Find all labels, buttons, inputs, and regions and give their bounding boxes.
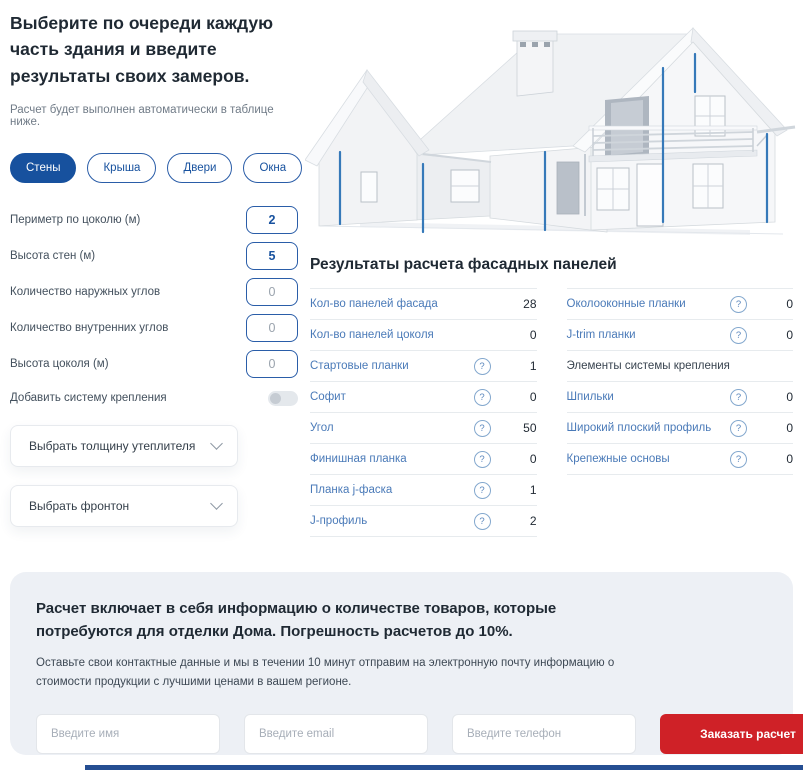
result-value: 0 bbox=[786, 390, 793, 404]
result-row bbox=[567, 443, 794, 475]
footer-bar bbox=[85, 765, 803, 770]
result-row bbox=[310, 381, 537, 412]
result-value: 0 bbox=[786, 452, 793, 466]
result-label: J-trim планки bbox=[566, 329, 636, 341]
result-label: Околооконные планки bbox=[566, 298, 686, 310]
field-label: Количество наружных углов bbox=[10, 285, 161, 298]
result-value: 0 bbox=[529, 328, 537, 342]
building-part-tabs bbox=[10, 153, 298, 183]
result-row bbox=[567, 412, 794, 443]
toggle-knob bbox=[270, 393, 281, 404]
results-right-column bbox=[567, 288, 794, 537]
measurement-input[interactable]: 0 bbox=[246, 314, 298, 342]
contact-form bbox=[36, 714, 796, 754]
dropdown-1[interactable] bbox=[10, 425, 238, 467]
field-label: Высота стен (м) bbox=[10, 249, 96, 262]
house-image bbox=[305, 4, 799, 246]
chevron-down-icon bbox=[210, 497, 223, 510]
tab-4[interactable]: Окна bbox=[243, 153, 302, 183]
result-value: 28 bbox=[523, 297, 537, 311]
help-icon[interactable]: ? bbox=[730, 420, 747, 437]
page-subtitle: Расчет будет выполнен автоматически в таблице ниже. bbox=[10, 103, 274, 128]
result-value: 0 bbox=[786, 328, 793, 342]
result-value: 1 bbox=[529, 359, 537, 373]
contact-email-input[interactable] bbox=[244, 714, 428, 754]
result-label: Стартовые планки bbox=[310, 360, 409, 372]
result-value: 0 bbox=[786, 297, 793, 311]
results-title: Результаты расчета фасадных панелей bbox=[310, 256, 617, 273]
results-subheader: Элементы системы крепления bbox=[567, 350, 794, 381]
result-value: 0 bbox=[529, 452, 537, 466]
result-label: Угол bbox=[310, 422, 334, 434]
tab-1[interactable]: Стены bbox=[10, 153, 76, 183]
measurement-input[interactable]: 0 bbox=[246, 278, 298, 306]
result-row bbox=[310, 412, 537, 443]
field-label: Высота цоколя (м) bbox=[10, 357, 109, 370]
order-panel-title: Расчет включает в себя информацию о количестве товаров, которые потребуются для отделки Дома. Погрешность расчетов до 10%. bbox=[36, 600, 557, 641]
help-icon[interactable]: ? bbox=[474, 482, 491, 499]
result-row bbox=[567, 381, 794, 412]
field-row bbox=[10, 278, 298, 306]
help-icon[interactable]: ? bbox=[730, 296, 747, 313]
tab-3[interactable]: Двери bbox=[167, 153, 232, 183]
result-row bbox=[310, 505, 537, 537]
page-title: Выберите по очереди каждую часть здания и введите результаты своих замеров. bbox=[10, 13, 274, 86]
field-row bbox=[10, 350, 298, 378]
dropdown-2[interactable] bbox=[10, 485, 238, 527]
result-row bbox=[310, 474, 537, 505]
measurement-fields bbox=[10, 206, 298, 378]
help-icon[interactable]: ? bbox=[474, 513, 491, 530]
result-row bbox=[310, 288, 537, 319]
result-label: Софит bbox=[310, 391, 346, 403]
result-label: Крепежные основы bbox=[566, 453, 670, 465]
result-row bbox=[310, 350, 537, 381]
order-panel bbox=[10, 572, 796, 755]
result-label: Кол-во панелей цоколя bbox=[310, 329, 434, 341]
fastening-toggle-row bbox=[10, 391, 298, 406]
result-value: 0 bbox=[786, 421, 793, 435]
fastening-toggle[interactable] bbox=[268, 391, 298, 406]
result-value: 50 bbox=[523, 421, 537, 435]
result-value: 1 bbox=[529, 483, 537, 497]
result-label: Планка j-фаска bbox=[310, 484, 393, 496]
result-row bbox=[567, 288, 794, 319]
house-illustration bbox=[305, 4, 799, 246]
result-label: J-профиль bbox=[310, 515, 368, 527]
field-row bbox=[10, 206, 298, 234]
help-icon[interactable]: ? bbox=[730, 327, 747, 344]
help-icon[interactable]: ? bbox=[474, 389, 491, 406]
fastening-toggle-label: Добавить систему крепления bbox=[10, 392, 167, 405]
result-label: Широкий плоский профиль bbox=[566, 422, 712, 434]
help-icon[interactable]: ? bbox=[730, 451, 747, 468]
dropdown-label: Выбрать фронтон bbox=[29, 498, 130, 513]
measurement-input[interactable]: 5 bbox=[246, 242, 298, 270]
measurement-input[interactable]: 2 bbox=[246, 206, 298, 234]
field-row bbox=[10, 314, 298, 342]
measurements-panel bbox=[10, 10, 298, 545]
result-value: 0 bbox=[529, 390, 537, 404]
measurement-input[interactable]: 0 bbox=[246, 350, 298, 378]
result-row bbox=[310, 443, 537, 474]
help-icon[interactable]: ? bbox=[474, 420, 491, 437]
field-row bbox=[10, 242, 298, 270]
result-value: 2 bbox=[529, 514, 537, 528]
result-label: Шпильки bbox=[566, 391, 614, 403]
result-row bbox=[567, 319, 794, 350]
results-left-column bbox=[310, 288, 537, 537]
result-label: Финишная планка bbox=[310, 453, 407, 465]
chevron-down-icon bbox=[210, 437, 223, 450]
results-table bbox=[310, 288, 793, 537]
option-dropdowns bbox=[10, 425, 298, 527]
help-icon[interactable]: ? bbox=[474, 451, 491, 468]
dropdown-label: Выбрать толщину утеплителя bbox=[29, 438, 196, 453]
result-row bbox=[310, 319, 537, 350]
field-label: Периметр по цоколю (м) bbox=[10, 213, 141, 226]
field-label: Количество внутренних углов bbox=[10, 321, 169, 334]
result-label: Кол-во панелей фасада bbox=[310, 298, 438, 310]
order-panel-subtitle: Оставьте свои контактные данные и мы в течении 10 минут отправим на электронную почту информацию о стоимости продукции с лучшими ценами в вашем регионе. bbox=[36, 656, 615, 689]
contact-name-input[interactable] bbox=[36, 714, 220, 754]
tab-2[interactable]: Крыша bbox=[87, 153, 156, 183]
help-icon[interactable]: ? bbox=[474, 358, 491, 375]
order-calculation-button[interactable]: Заказать расчет bbox=[660, 714, 803, 754]
help-icon[interactable]: ? bbox=[730, 389, 747, 406]
contact-phone-input[interactable] bbox=[452, 714, 636, 754]
